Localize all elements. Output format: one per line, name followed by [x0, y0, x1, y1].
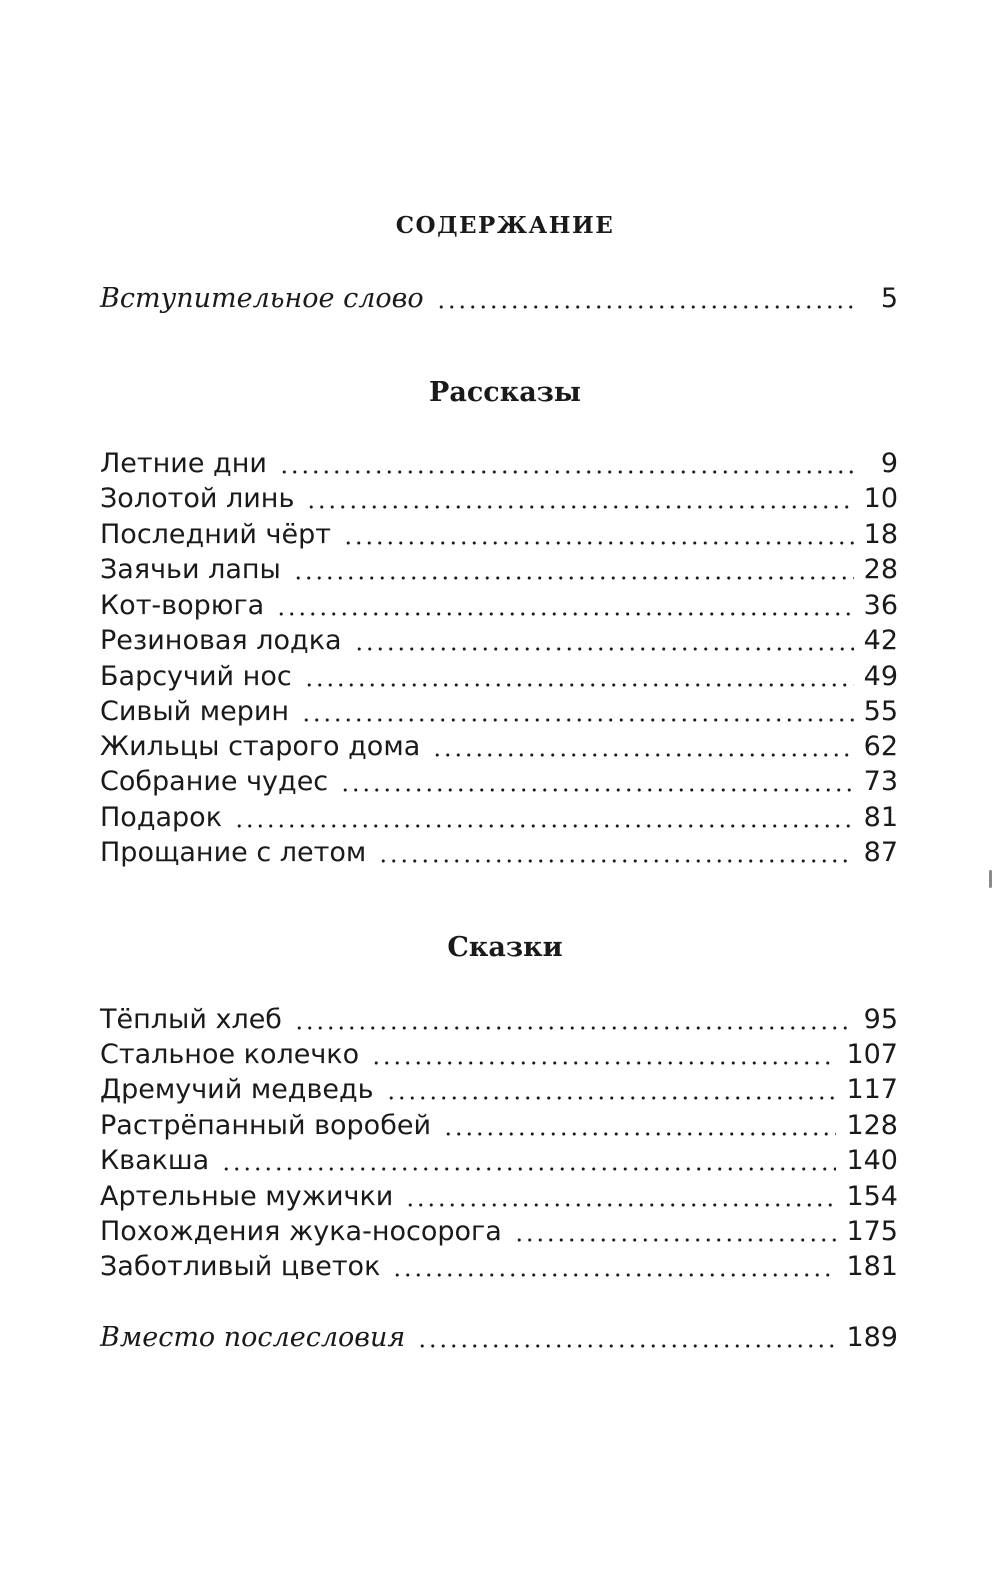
dot-leader	[405, 1203, 836, 1207]
dot-leader	[417, 1344, 836, 1348]
toc-entry[interactable]	[100, 588, 898, 624]
dot-leader	[221, 1167, 836, 1171]
dot-leader	[293, 576, 854, 580]
entry-page-number: 73	[863, 766, 898, 797]
dot-leader	[436, 305, 858, 309]
entry-page-number: 140	[846, 1145, 898, 1176]
entry-title: Подарок	[100, 802, 223, 833]
toc-entry[interactable]	[100, 517, 898, 553]
entry-page-number: 9	[880, 448, 898, 479]
dot-leader	[276, 612, 853, 616]
dot-leader	[392, 1273, 836, 1277]
entry-page-number: 117	[846, 1074, 898, 1105]
entry-title: Квакша	[100, 1145, 210, 1176]
dot-leader	[294, 1026, 854, 1030]
dot-leader	[306, 505, 853, 509]
page-title: СОДЕРЖАНИЕ	[395, 212, 615, 239]
dot-leader	[234, 824, 854, 828]
dot-leader	[378, 859, 853, 863]
entry-title: Стальное колечко	[100, 1039, 360, 1070]
entry-title: Прощание с летом	[100, 837, 367, 868]
entry-page-number: 28	[863, 554, 898, 585]
toc-entry[interactable]	[100, 1214, 898, 1250]
dot-leader	[340, 788, 853, 792]
entry-page-number: 128	[846, 1110, 898, 1141]
toc-entry-intro[interactable]	[100, 281, 898, 317]
entry-title: Резиновая лодка	[100, 625, 342, 656]
entry-page-number: 5	[880, 283, 898, 314]
entry-page-number: 55	[863, 696, 898, 727]
dot-leader	[443, 1132, 836, 1136]
dot-leader	[343, 541, 854, 545]
toc-entry[interactable]	[100, 1002, 898, 1038]
toc-entry[interactable]	[100, 552, 898, 588]
entry-title: Сивый мерин	[100, 696, 290, 727]
entry-title: Собрание чудес	[100, 766, 329, 797]
entry-title: Последний чёрт	[100, 519, 331, 550]
toc-entry[interactable]	[100, 1108, 898, 1144]
entry-title: Заячьи лапы	[100, 554, 281, 585]
toc-entry[interactable]	[100, 1179, 898, 1215]
entry-page-number: 181	[846, 1251, 898, 1282]
entry-page-number: 81	[863, 802, 898, 833]
toc-entry-afterword[interactable]	[100, 1320, 898, 1356]
dot-leader	[279, 470, 858, 474]
dot-leader	[354, 647, 854, 651]
dot-leader	[514, 1238, 837, 1242]
entry-page-number: 10	[863, 483, 898, 514]
entry-title: Дремучий медведь	[100, 1074, 374, 1105]
toc-entry[interactable]	[100, 694, 898, 730]
toc-entry[interactable]	[100, 446, 898, 482]
toc-entry[interactable]	[100, 623, 898, 659]
entry-title: Заботливый цветок	[100, 1251, 381, 1282]
toc-entry[interactable]	[100, 835, 898, 871]
toc-entry[interactable]	[100, 1072, 898, 1108]
dot-leader	[386, 1096, 837, 1100]
section-heading-tales: Сказки	[447, 932, 563, 963]
dot-leader	[301, 718, 854, 722]
entry-page-number: 18	[863, 519, 898, 550]
entry-page-number: 107	[846, 1039, 898, 1070]
entry-title: Похождения жука-носорога	[100, 1216, 502, 1247]
dot-leader	[304, 683, 854, 687]
scan-artifact	[989, 870, 992, 888]
entry-page-number: 95	[863, 1004, 898, 1035]
toc-entry[interactable]	[100, 481, 898, 517]
toc-entry[interactable]	[100, 1249, 898, 1285]
entry-title: Золотой линь	[100, 483, 295, 514]
entry-title: Вступительное слово	[100, 283, 424, 314]
entry-title: Тёплый хлеб	[100, 1004, 282, 1035]
entry-title: Барсучий нос	[100, 661, 292, 692]
entry-title: Вместо послесловия	[100, 1322, 406, 1353]
toc-entry[interactable]	[100, 764, 898, 800]
entry-page-number: 87	[863, 837, 898, 868]
toc-entry[interactable]	[100, 659, 898, 695]
entry-page-number: 154	[846, 1181, 898, 1212]
entry-title: Кот-ворюга	[100, 590, 265, 621]
entry-page-number: 42	[863, 625, 898, 656]
entry-page-number: 49	[863, 661, 898, 692]
toc-entry[interactable]	[100, 729, 898, 765]
entry-page-number: 62	[863, 731, 898, 762]
entry-page-number: 36	[863, 590, 898, 621]
toc-entry[interactable]	[100, 800, 898, 836]
entry-title: Жильцы старого дома	[100, 731, 421, 762]
toc-entry[interactable]	[100, 1037, 898, 1073]
toc-entry[interactable]	[100, 1143, 898, 1179]
section-heading-stories: Рассказы	[429, 377, 581, 408]
entry-title: Артельные мужички	[100, 1181, 394, 1212]
entry-title: Растрёпанный воробей	[100, 1110, 432, 1141]
entry-title: Летние дни	[100, 448, 267, 479]
dot-leader	[371, 1061, 836, 1065]
entry-page-number: 189	[846, 1322, 898, 1353]
dot-leader	[432, 753, 853, 757]
entry-page-number: 175	[846, 1216, 898, 1247]
